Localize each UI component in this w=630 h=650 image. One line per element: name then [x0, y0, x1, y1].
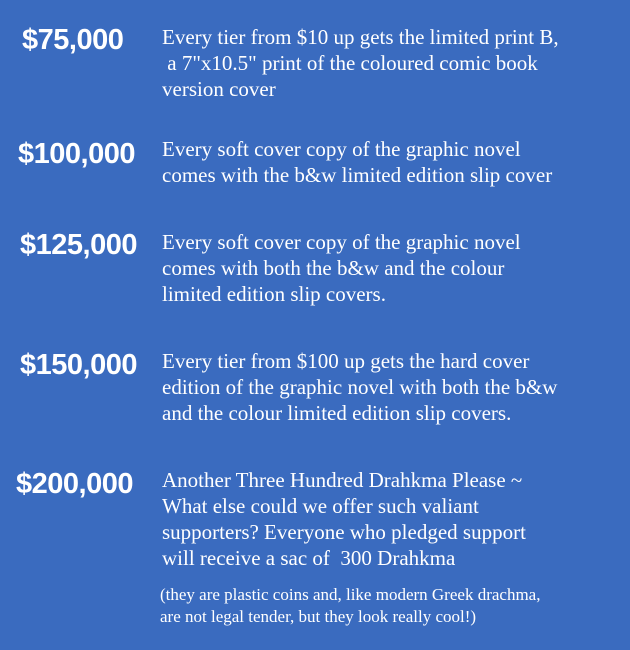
goal-amount-150000: $150,000 — [20, 349, 137, 381]
goal-description-150000 — [162, 348, 557, 426]
goal-amount-75000: $75,000 — [22, 24, 124, 56]
description-line: What else could we offer such valiant — [162, 494, 479, 518]
description-line: Another Three Hundred Drahkma Please ~ — [162, 468, 523, 492]
description-line: will receive a sac of 300 Drahkma — [162, 546, 456, 570]
goal-description-200000 — [162, 467, 526, 571]
description-line: limited edition slip covers. — [162, 282, 386, 306]
goal-amount-200000: $200,000 — [16, 468, 133, 500]
description-line: supporters? Everyone who pledged support — [162, 520, 526, 544]
description-line: comes with the b&w limited edition slip cover — [162, 163, 553, 187]
description-line: and the colour limited edition slip covers. — [162, 401, 512, 425]
goal-description-100000 — [162, 136, 552, 188]
goal-amount-100000: $100,000 — [18, 138, 135, 170]
goal-description-75000 — [162, 24, 559, 102]
description-line: edition of the graphic novel with both the b&w — [162, 375, 558, 399]
description-line: Every tier from $100 up gets the hard cover — [162, 349, 530, 373]
description-line: comes with both the b&w and the colour — [162, 256, 505, 280]
goal-footnote-200000 — [160, 584, 540, 628]
footnote-line: are not legal tender, but they look really cool!) — [160, 607, 477, 626]
footnote-line: (they are plastic coins and, like modern Greek drachma, — [160, 585, 541, 604]
description-line: a 7"x10.5" print of the coloured comic book — [162, 51, 538, 75]
goal-amount-125000: $125,000 — [20, 229, 137, 261]
description-line: Every soft cover copy of the graphic novel — [162, 137, 521, 161]
description-line: Every soft cover copy of the graphic novel — [162, 230, 521, 254]
description-line: Every tier from $10 up gets the limited print B, — [162, 25, 559, 49]
description-line: version cover — [162, 77, 276, 101]
goal-description-125000 — [162, 229, 521, 307]
